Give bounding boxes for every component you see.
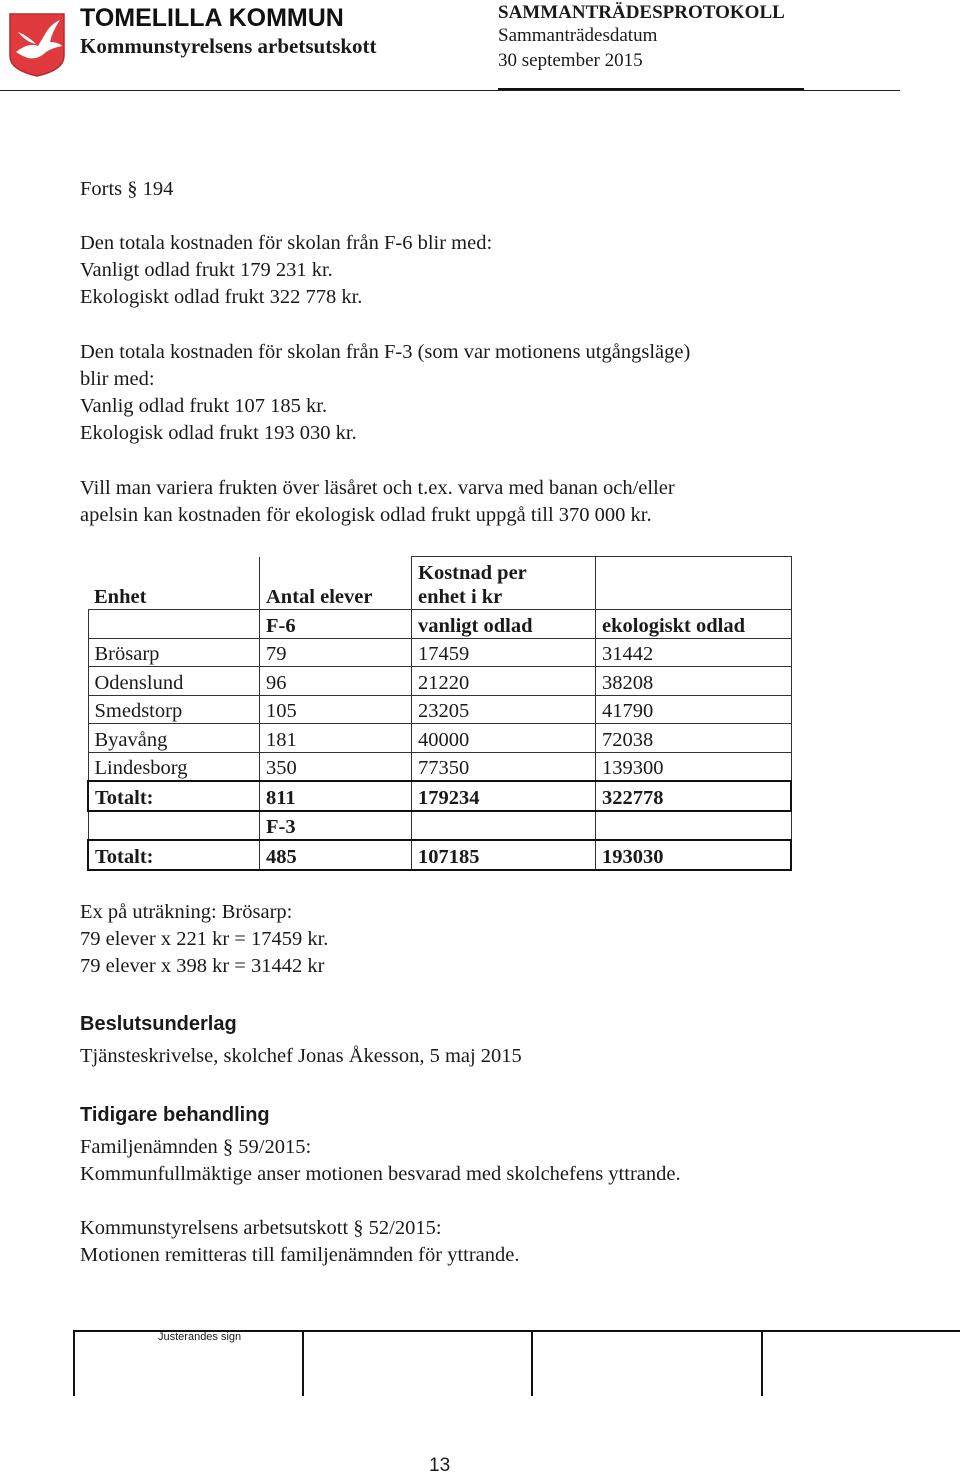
text-line: Vanlig odlad frukt 107 185 kr. [80, 395, 328, 417]
header-enhet: Enhet [88, 557, 260, 610]
paragraph-f6-cost [80, 230, 492, 311]
table-subheader-f6 [88, 610, 791, 639]
cell-ekologiskt: 72038 [596, 724, 792, 753]
section-continuation: Forts § 194 [80, 178, 174, 200]
total-label: Totalt: [88, 781, 260, 811]
total-antal: 485 [260, 840, 412, 870]
cell-antal: 105 [260, 695, 412, 724]
text-line: blir med: [80, 368, 155, 390]
meeting-date-label: Sammanträdesdatum [498, 25, 658, 46]
cell-antal: 350 [260, 752, 412, 781]
text-line: Den totala kostnaden för skolan från F-6 blir med: [80, 232, 493, 254]
heading-beslutsunderlag: Beslutsunderlag [80, 1013, 237, 1035]
subheader-vanligt: vanligt odlad [412, 610, 596, 639]
cost-table [87, 556, 792, 871]
text-line: Den totala kostnaden för skolan från F-3 (som var motionens utgångsläge) [80, 341, 691, 363]
text-line: 79 elever x 221 kr = 17459 kr. [80, 928, 329, 950]
tidigare-arbetsutskott [80, 1215, 519, 1269]
signature-label: Justerandes sign [158, 1331, 242, 1343]
committee-name: Kommunstyrelsens arbetsutskott [80, 34, 377, 58]
cell-ekologiskt: 38208 [596, 667, 792, 696]
signature-box-divider [531, 1330, 533, 1396]
cell-vanligt: 23205 [412, 695, 596, 724]
table-row [88, 752, 791, 781]
cell-antal: 79 [260, 638, 412, 667]
municipal-crest-logo [8, 12, 66, 78]
header-empty [596, 557, 792, 610]
subheader-f6: F-6 [260, 610, 412, 639]
text-line: Ekologiskt odlad frukt 322 778 kr. [80, 286, 363, 308]
cell-antal: 96 [260, 667, 412, 696]
cell-vanligt: 40000 [412, 724, 596, 753]
organization-name: TOMELILLA KOMMUN [80, 4, 344, 32]
cell-vanligt: 17459 [412, 638, 596, 667]
text-line: Motionen remitteras till familjenämnden för yttrande. [80, 1244, 520, 1266]
beslutsunderlag-text: Tjänsteskrivelse, skolchef Jonas Åkesson, 5 maj 2015 [80, 1045, 522, 1067]
total-ekologiskt: 322778 [596, 781, 792, 811]
signature-box-divider [73, 1330, 75, 1396]
total-vanligt: 107185 [412, 840, 596, 870]
cell-enhet: Brösarp [88, 638, 260, 667]
document-type: SAMMANTRÄDESPROTOKOLL [498, 2, 785, 23]
text-line: Kommunfullmäktige anser motionen besvarad med skolchefens yttrande. [80, 1163, 681, 1185]
text-line: Vill man variera frukten över läsåret och t.ex. varva med banan och/eller [80, 477, 675, 499]
total-ekologiskt: 193030 [596, 840, 792, 870]
text-line: Kommunstyrelsens arbetsutskott § 52/2015: [80, 1217, 442, 1239]
paragraph-variation [80, 475, 675, 529]
signature-box-divider [302, 1330, 304, 1396]
example-calculation [80, 899, 328, 980]
text-line: 79 elever x 398 kr = 31442 kr [80, 955, 325, 977]
meeting-date: 30 september 2015 [498, 50, 643, 71]
text-line: Ex på uträkning: Brösarp: [80, 901, 293, 923]
total-label: Totalt: [88, 840, 260, 870]
text-line: Ekologisk odlad frukt 193 030 kr. [80, 422, 357, 444]
subheader-empty [88, 610, 260, 639]
subheader-empty [412, 811, 596, 841]
table-row [88, 695, 791, 724]
text-line: apelsin kan kostnaden för ekologisk odlad frukt uppgå till 370 000 kr. [80, 504, 652, 526]
cell-antal: 181 [260, 724, 412, 753]
cell-enhet: Odenslund [88, 667, 260, 696]
total-vanligt: 179234 [412, 781, 596, 811]
page-number: 13 [429, 1455, 451, 1476]
subheader-ekologiskt: ekologiskt odlad [596, 610, 792, 639]
subheader-f3: F-3 [260, 811, 412, 841]
table-header-row [88, 557, 791, 610]
table-row [88, 667, 791, 696]
cell-vanligt: 21220 [412, 667, 596, 696]
cell-enhet: Smedstorp [88, 695, 260, 724]
heading-tidigare-behandling: Tidigare behandling [80, 1104, 270, 1126]
subheader-empty [596, 811, 792, 841]
cell-vanligt: 77350 [412, 752, 596, 781]
total-antal: 811 [260, 781, 412, 811]
text-line: Vanligt odlad frukt 179 231 kr. [80, 259, 333, 281]
text-line: Familjenämnden § 59/2015: [80, 1136, 312, 1158]
table-row [88, 638, 791, 667]
paragraph-f3-cost [80, 339, 690, 447]
subheader-empty [88, 811, 260, 841]
cell-enhet: Lindesborg [88, 752, 260, 781]
cell-ekologiskt: 139300 [596, 752, 792, 781]
header-divider [0, 90, 900, 91]
cell-enhet: Byavång [88, 724, 260, 753]
cell-ekologiskt: 31442 [596, 638, 792, 667]
table-subheader-f3 [88, 811, 791, 841]
header-kostnad [412, 557, 596, 610]
header-kostnad-line2: enhet i kr [418, 586, 503, 608]
header-antal-elever: Antal elever [260, 557, 412, 610]
signature-box-divider [761, 1330, 763, 1396]
tidigare-familjenamnden [80, 1134, 681, 1188]
table-total-f3 [88, 840, 791, 870]
header-kostnad-line1: Kostnad per [418, 562, 527, 584]
table-row [88, 724, 791, 753]
cell-ekologiskt: 41790 [596, 695, 792, 724]
table-total-f6 [88, 781, 791, 811]
